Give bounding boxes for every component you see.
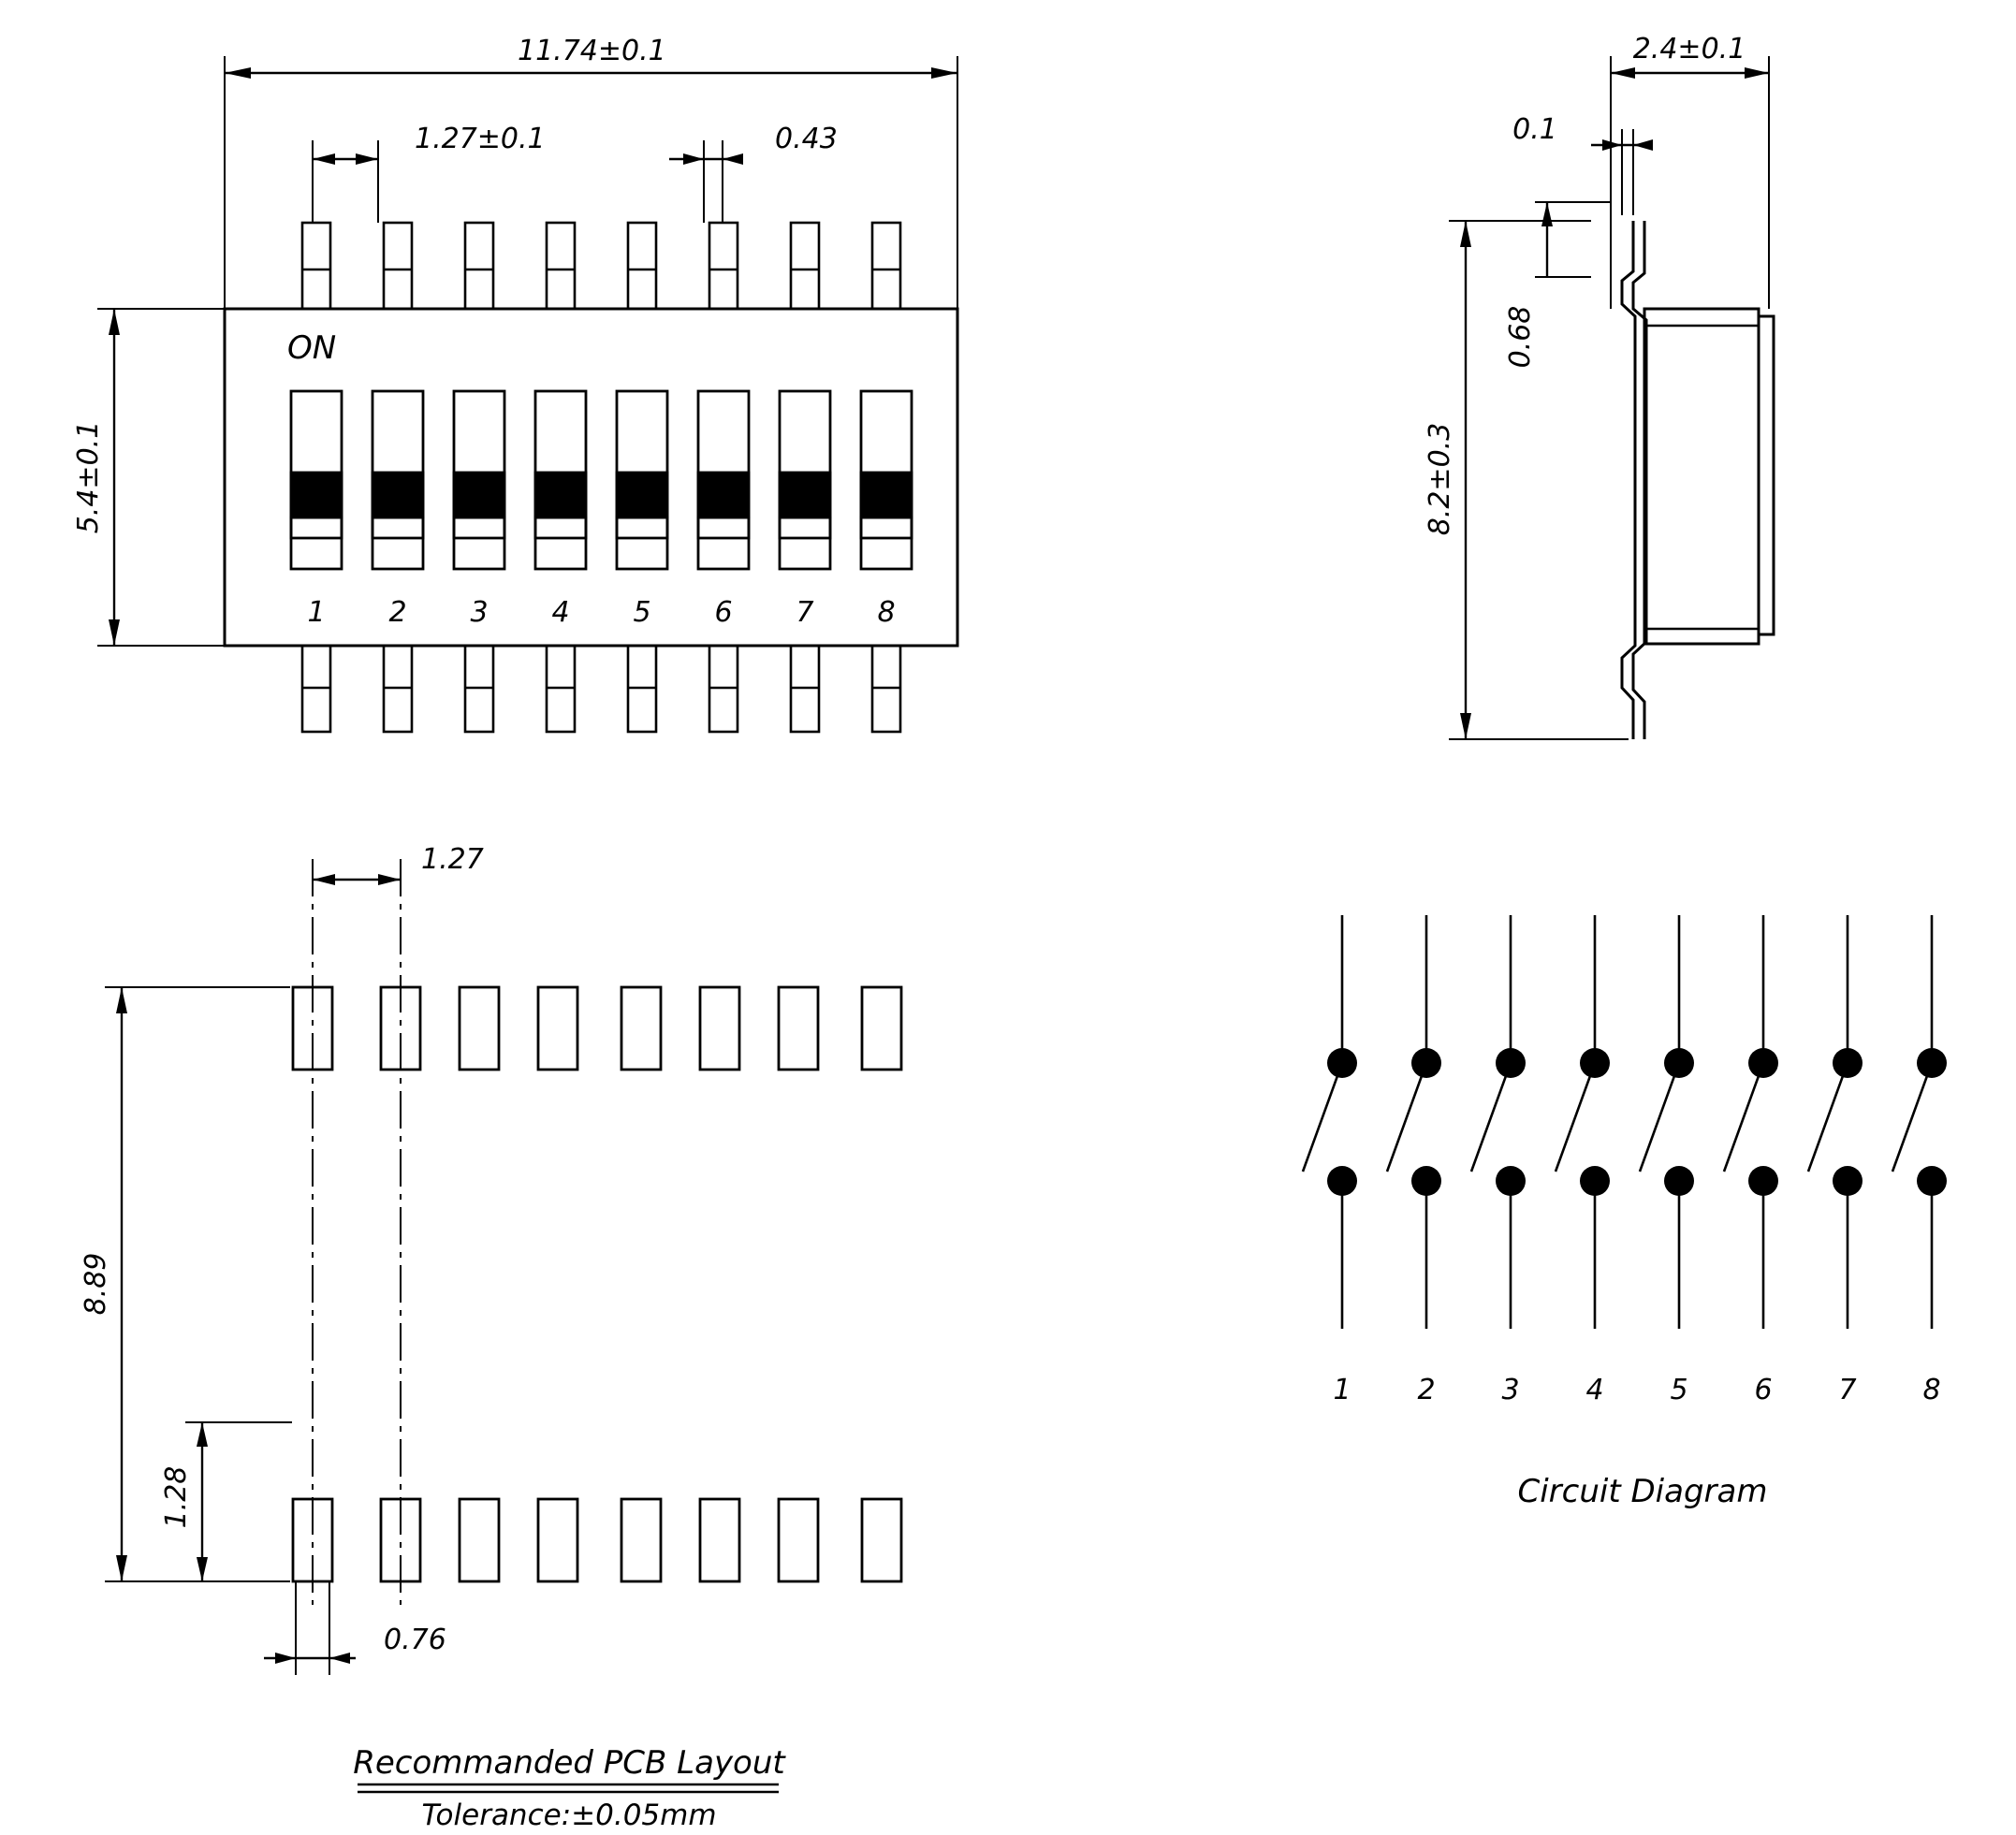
circuit-number: 7 [1838, 1374, 1857, 1406]
dim-row-span-label: 8.89 [80, 1252, 112, 1316]
switch-number: 3 [470, 596, 489, 629]
pcb-pad [700, 987, 739, 1070]
dim-lead-offset [1504, 202, 1610, 368]
pcb-subcaption: Tolerance:±0.05mm [421, 1799, 717, 1832]
side-view [1424, 33, 1774, 739]
pcb-pad-row-bottom [293, 1499, 901, 1581]
dim-lead-thickness-label: 0.1 [1512, 113, 1557, 146]
switch-actuator-7[interactable] [780, 391, 830, 569]
pcb-pad [538, 987, 577, 1070]
switch-number: 6 [714, 596, 733, 629]
top-pins [302, 223, 900, 309]
pcb-pad [700, 1499, 739, 1581]
pcb-pad [862, 1499, 901, 1581]
circuit-pole-4 [1556, 915, 1610, 1329]
circuit-number: 8 [1922, 1374, 1941, 1406]
switch-number: 7 [796, 596, 814, 629]
circuit-number: 6 [1754, 1374, 1773, 1406]
dim-overall-width [225, 35, 957, 309]
switch-actuator-2[interactable] [373, 391, 423, 569]
circuit-pole-2 [1387, 915, 1441, 1329]
circuit-number: 5 [1670, 1374, 1688, 1406]
pcb-caption: Recommanded PCB Layout [353, 1744, 785, 1782]
pcb-pad [460, 987, 499, 1070]
circuit-diagram-view [1303, 915, 1947, 1510]
dim-overall-length-label: 8.2±0.3 [1424, 422, 1456, 536]
switch-actuator-5[interactable] [617, 391, 667, 569]
pcb-centre-lines [313, 859, 401, 1605]
dim-pad-pitch [313, 843, 484, 885]
side-body-outline [1622, 221, 1774, 739]
circuit-number: 3 [1501, 1374, 1520, 1406]
circuit-pole-8 [1892, 915, 1947, 1329]
dim-pad-length [160, 1422, 292, 1581]
pcb-pad [460, 1499, 499, 1581]
circuit-pole-7 [1808, 915, 1863, 1329]
pcb-pad [621, 1499, 661, 1581]
switch-number: 5 [633, 596, 651, 629]
switch-actuators [291, 391, 912, 569]
switch-actuator-4[interactable] [535, 391, 586, 569]
circuit-caption: Circuit Diagram [1517, 1473, 1768, 1510]
dim-pin-width-label: 0.43 [775, 123, 838, 155]
top-view [72, 35, 957, 732]
on-label: ON [287, 329, 337, 367]
pcb-pad [779, 987, 818, 1070]
dim-lead-thickness [1512, 113, 1653, 215]
dim-pin-pitch-label: 1.27±0.1 [415, 123, 546, 155]
circuit-pole-1 [1303, 915, 1357, 1329]
pcb-pad [862, 987, 901, 1070]
circuit-switch-numbers [1333, 1374, 1940, 1406]
dim-overall-length [1424, 221, 1629, 739]
dim-body-thickness-label: 2.4±0.1 [1632, 33, 1746, 66]
pcb-pad-row-top [293, 987, 901, 1070]
switch-number: 8 [877, 596, 896, 629]
pcb-pad [538, 1499, 577, 1581]
dim-pad-length-label: 1.28 [160, 1465, 193, 1529]
top-view-switch-numbers [307, 596, 895, 629]
switch-number: 4 [551, 596, 570, 629]
switch-actuator-8[interactable] [861, 391, 912, 569]
circuit-number: 4 [1585, 1374, 1604, 1406]
pcb-caption-block [353, 1744, 786, 1832]
dim-overall-width-label: 11.74±0.1 [518, 35, 666, 67]
circuit-pole-6 [1724, 915, 1778, 1329]
switch-number: 1 [307, 596, 326, 629]
dim-pad-pitch-label: 1.27 [421, 843, 484, 876]
bottom-pins [302, 646, 900, 732]
dim-body-height [72, 309, 225, 646]
pcb-layout-view [80, 843, 901, 1832]
dim-pin-width [669, 123, 838, 223]
dim-body-height-label: 5.4±0.1 [72, 420, 105, 534]
dim-pad-width-label: 0.76 [384, 1624, 446, 1656]
switch-actuator-6[interactable] [698, 391, 749, 569]
circuit-number: 1 [1333, 1374, 1351, 1406]
pcb-pad [779, 1499, 818, 1581]
switch-actuator-1[interactable] [291, 391, 342, 569]
dim-lead-offset-label: 0.68 [1504, 305, 1537, 369]
circuit-pole-3 [1471, 915, 1526, 1329]
switch-actuator-3[interactable] [454, 391, 504, 569]
dim-pad-width [264, 1581, 446, 1675]
circuit-poles [1303, 915, 1947, 1329]
pcb-pad [621, 987, 661, 1070]
dim-pin-pitch [313, 123, 546, 223]
circuit-pole-5 [1640, 915, 1694, 1329]
circuit-number: 2 [1417, 1374, 1436, 1406]
switch-number: 2 [388, 596, 407, 629]
